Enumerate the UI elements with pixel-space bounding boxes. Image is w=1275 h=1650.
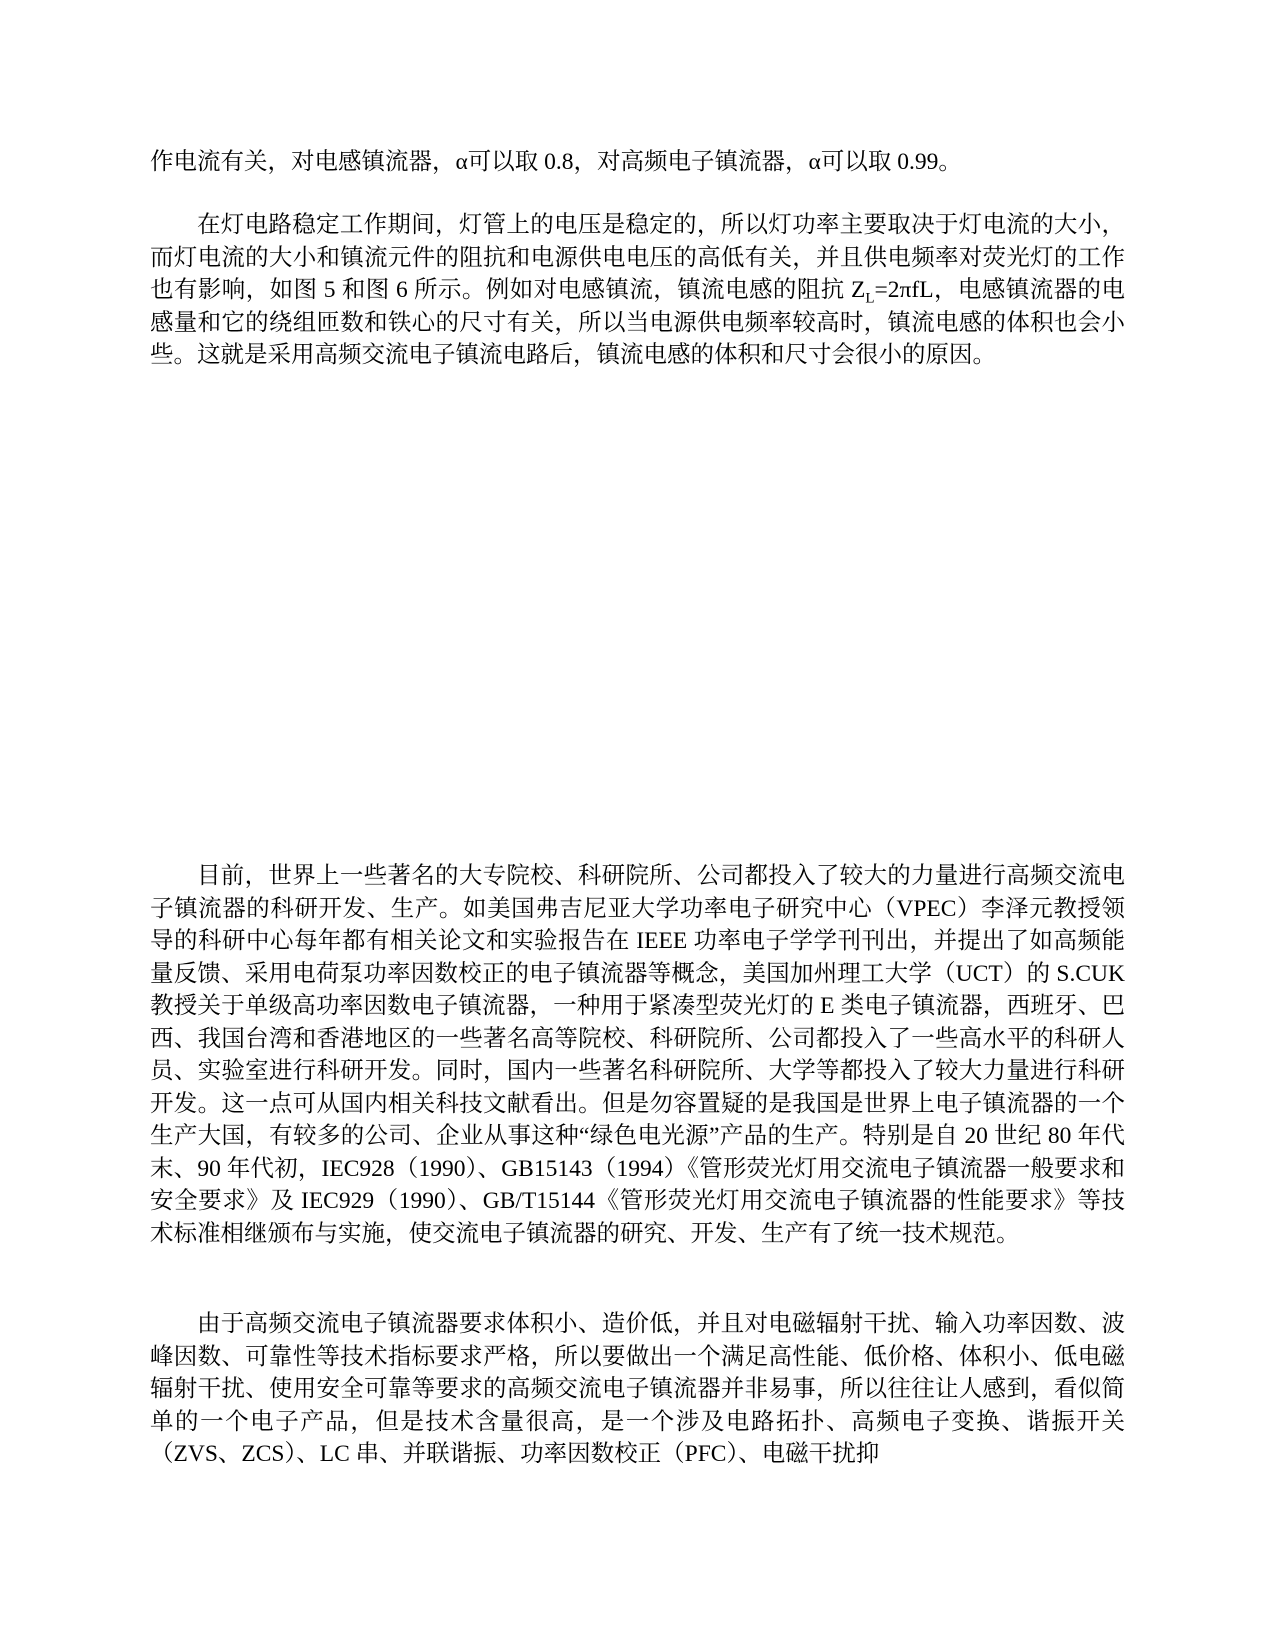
paragraph-continued: 作电流有关，对电感镇流器，α可以取 0.8，对高频电子镇流器，α可以取 0.99。 xyxy=(150,149,962,175)
paragraph-text-after: =2πfL，电感镇流器的电感量和它的绕组匝数和铁心的尺寸有关，所以当电源供电频率较高时，镇流电感的体积也会小些。这就是采用高频交流电子镇流电路后，镇流电感的体积和尺寸会很小的原因。 xyxy=(150,277,1125,368)
paragraph-technical-difficulty: 由于高频交流电子镇流器要求体积小、造价低，并且对电磁辐射干扰、输入功率因数、波峰因数、可靠性等技术指标要求严格，所以要做出一个满足高性能、低价格、体积小、低电磁辐射干扰、使用安全可靠等要求的高频交流电子镇流器并非易事，所以往往让人感到，看似简单的一个电子产品，但是技术含量很高，是一个涉及电路拓扑、高频电子变换、谐振开关（ZVS、ZCS）、LC 串、并联谐振、功率因数校正（PFC）、电磁干扰抑 xyxy=(150,1311,1125,1467)
paragraph-text-before: 在灯电路稳定工作期间，灯管上的电压是稳定的，所以灯功率主要取决于灯电流的大小，而灯电流的大小和镇流元件的阻抗和电源供电电压的高低有关，并且供电频率对荧光灯的工作也有影响，如图 5 和图 6 所示。例如对电感镇流，镇流电感的阻抗 Z xyxy=(150,212,1125,303)
impedance-subscript: L xyxy=(865,290,875,307)
paragraph-lamp-power xyxy=(150,209,1125,372)
paragraph-research-status: 目前，世界上一些著名的大专院校、科研院所、公司都投入了较大的力量进行高频交流电子镇流器的科研开发、生产。如美国弗吉尼亚大学功率电子研究中心（VPEC）李泽元教授领导的科研中心每年都有相关论文和实验报告在 IEEE 功率电子学学刊刊出，并提出了如高频能量反馈、采用电荷泵功率因数校正的电子镇流器等概念，美国加州理工大学（UCT）的 S.CUK 教授关于单级高功率因数电子镇流器，一种用于紧凑型荧光灯的 E 类电子镇流器，西班牙、巴西、我国台湾和香港地区的一些著名高等院校、科研院所、公司都投入了一些高水平的科研人员、实验室进行科研开发。同时，国内一些著名科研院所、大学等都投入了较大力量进行科研开发。这一点可从国内相关科技文献看出。但是勿容置疑的是我国是世界上电子镇流器的一个生产大国，有较多的公司、企业从事这种“绿色电光源”产品的生产。特别是自 20 世纪 80 年代末、90 年代初，IEC928（1990）、GB15143（1994）《管形荧光灯用交流电子镇流器一般要求和安全要求》及 IEC929（1990）、GB/T15144《管形荧光灯用交流电子镇流器的性能要求》等技术标准相继颁布与实施，使交流电子镇流器的研究、开发、生产有了统一技术规范。 xyxy=(150,863,1125,1247)
